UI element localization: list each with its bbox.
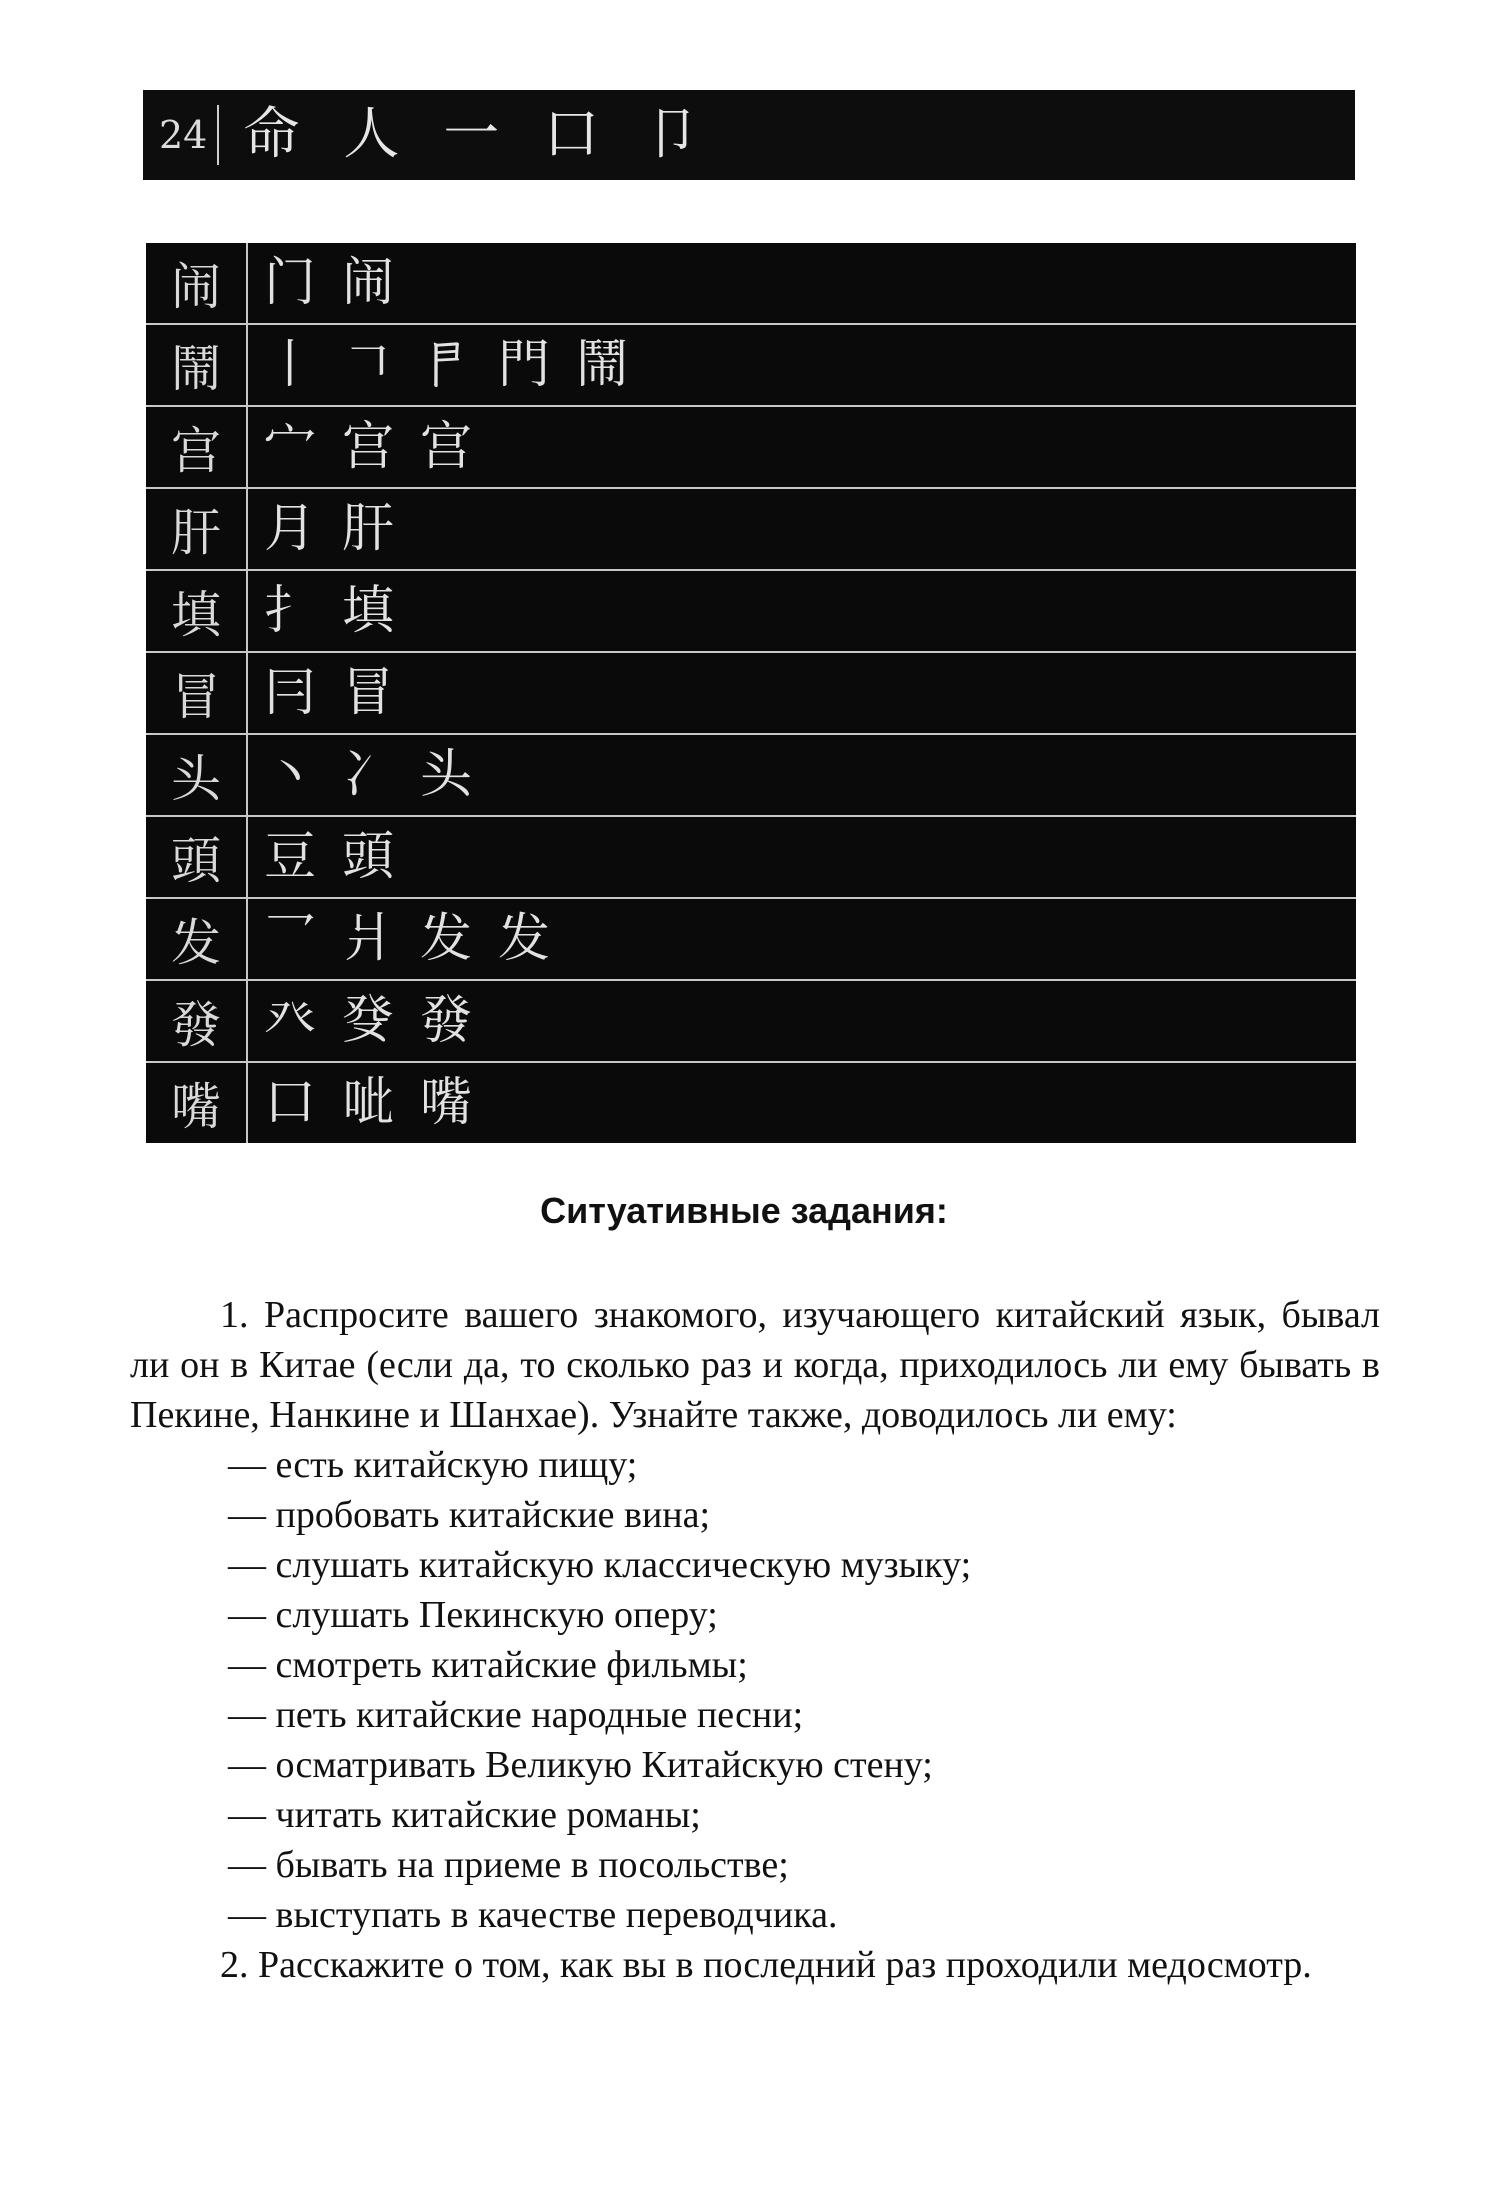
stroke-step: 扌 xyxy=(264,581,317,641)
stroke-step: 豆 xyxy=(264,827,317,887)
stroke-step: 月 xyxy=(264,499,317,559)
stroke-step: 冒 xyxy=(342,663,395,723)
character-cell: 闹 xyxy=(146,243,248,323)
stroke-step: 丨 xyxy=(264,335,317,395)
list-item: — смотреть китайские фильмы; xyxy=(228,1644,748,1686)
task-2: 2. Расскажите о том, как вы в последний раз проходили медосмотр. xyxy=(220,1944,1312,1986)
stroke-step: 嘴 xyxy=(420,1073,473,1133)
stroke-step: 癶 xyxy=(264,991,317,1051)
stroke-sequence xyxy=(248,658,394,728)
list-item: — читать китайские романы; xyxy=(228,1794,701,1836)
radical: 卩 xyxy=(643,102,700,167)
stroke-step: 宀 xyxy=(264,417,317,477)
list-item: — бывать на приеме в посольстве; xyxy=(228,1844,789,1886)
stroke-step: 頭 xyxy=(342,827,395,887)
stroke-step: 𠁣 xyxy=(420,335,473,395)
stroke-step: 发 xyxy=(498,909,551,969)
stroke-step: 丶 xyxy=(264,745,317,805)
character-cell: 發 xyxy=(146,981,248,1061)
character-cell: 肝 xyxy=(146,489,248,569)
character-cell: 鬧 xyxy=(146,325,248,405)
stroke-row xyxy=(146,407,1356,489)
stroke-step: 𠃍 xyxy=(342,335,395,395)
character-cell: 宫 xyxy=(146,407,248,487)
stroke-step: 门 xyxy=(264,253,317,313)
character-cell: 填 xyxy=(146,571,248,651)
stroke-step: 口 xyxy=(264,1073,317,1133)
list-item: — пробовать китайские вина; xyxy=(228,1494,711,1536)
stroke-step: 冫 xyxy=(342,745,395,805)
stroke-step: 发 xyxy=(420,909,473,969)
stroke-sequence xyxy=(248,330,628,400)
stroke-sequence xyxy=(248,412,472,482)
list-item: — слушать Пекинскую оперу; xyxy=(228,1594,718,1636)
character-cell: 冒 xyxy=(146,653,248,733)
stroke-step: 填 xyxy=(342,581,395,641)
stroke-row xyxy=(146,243,1356,325)
task-1-list xyxy=(130,1440,1380,1940)
list-item: — есть китайскую пищу; xyxy=(228,1444,638,1486)
stroke-sequence xyxy=(248,1068,472,1138)
section-title: Ситуативные задания: xyxy=(540,1190,948,1231)
character-cell: 发 xyxy=(146,899,248,979)
stroke-sequence xyxy=(248,494,394,564)
character-cell: 嘴 xyxy=(146,1063,248,1143)
list-item: — петь китайские народные песни; xyxy=(228,1694,804,1736)
page-number: 24 xyxy=(159,105,219,165)
stroke-sequence xyxy=(248,822,394,892)
stroke-row xyxy=(146,899,1356,981)
stroke-sequence xyxy=(248,248,394,318)
radical: 人 xyxy=(343,102,400,167)
character-cell: 头 xyxy=(146,735,248,815)
list-item: — осматривать Великую Китайскую стену; xyxy=(228,1744,933,1786)
stroke-row xyxy=(146,489,1356,571)
radical: 一 xyxy=(443,102,500,167)
character-cell: 頭 xyxy=(146,817,248,897)
stroke-row xyxy=(146,571,1356,653)
stroke-order-table xyxy=(146,243,1356,1143)
list-item: — слушать китайскую классическую музыку; xyxy=(228,1544,972,1586)
stroke-row xyxy=(146,981,1356,1063)
stroke-row xyxy=(146,653,1356,735)
radical: 口 xyxy=(543,102,600,167)
stroke-step: 發 xyxy=(420,991,473,1051)
stroke-row xyxy=(146,735,1356,817)
stroke-step: 呲 xyxy=(342,1073,395,1133)
stroke-row xyxy=(146,1063,1356,1143)
stroke-step: 乛 xyxy=(264,909,317,969)
stroke-row xyxy=(146,817,1356,899)
stroke-row xyxy=(146,325,1356,407)
stroke-step: 头 xyxy=(420,745,473,805)
stroke-sequence xyxy=(248,576,394,646)
stroke-sequence xyxy=(248,904,550,974)
list-item: — выступать в качестве переводчика. xyxy=(228,1894,838,1936)
stroke-step: 肝 xyxy=(342,499,395,559)
stroke-step: 冃 xyxy=(264,663,317,723)
task-section xyxy=(130,1290,1380,1990)
task-1-intro: 1. Распросите вашего знакомого, изучающего китайский язык, бывал ли он в Китае (если да, то сколько раз и когда, приходилось ли ему бывать в Пекине, Нанкине и Шанхае). Узнайте также, доводилось ли ему: xyxy=(130,1294,1380,1436)
radical: 命 xyxy=(243,102,300,167)
radical-list xyxy=(243,100,699,170)
stroke-step: 宫 xyxy=(342,417,395,477)
stroke-step: 闹 xyxy=(342,253,395,313)
stroke-step: 爿 xyxy=(342,909,395,969)
stroke-sequence xyxy=(248,986,472,1056)
stroke-step: 宫 xyxy=(420,417,473,477)
stroke-sequence xyxy=(248,740,472,810)
stroke-step: 鬧 xyxy=(576,335,629,395)
stroke-step: 門 xyxy=(498,335,551,395)
stroke-step: 癹 xyxy=(342,991,395,1051)
radical-header-bar xyxy=(143,90,1355,180)
